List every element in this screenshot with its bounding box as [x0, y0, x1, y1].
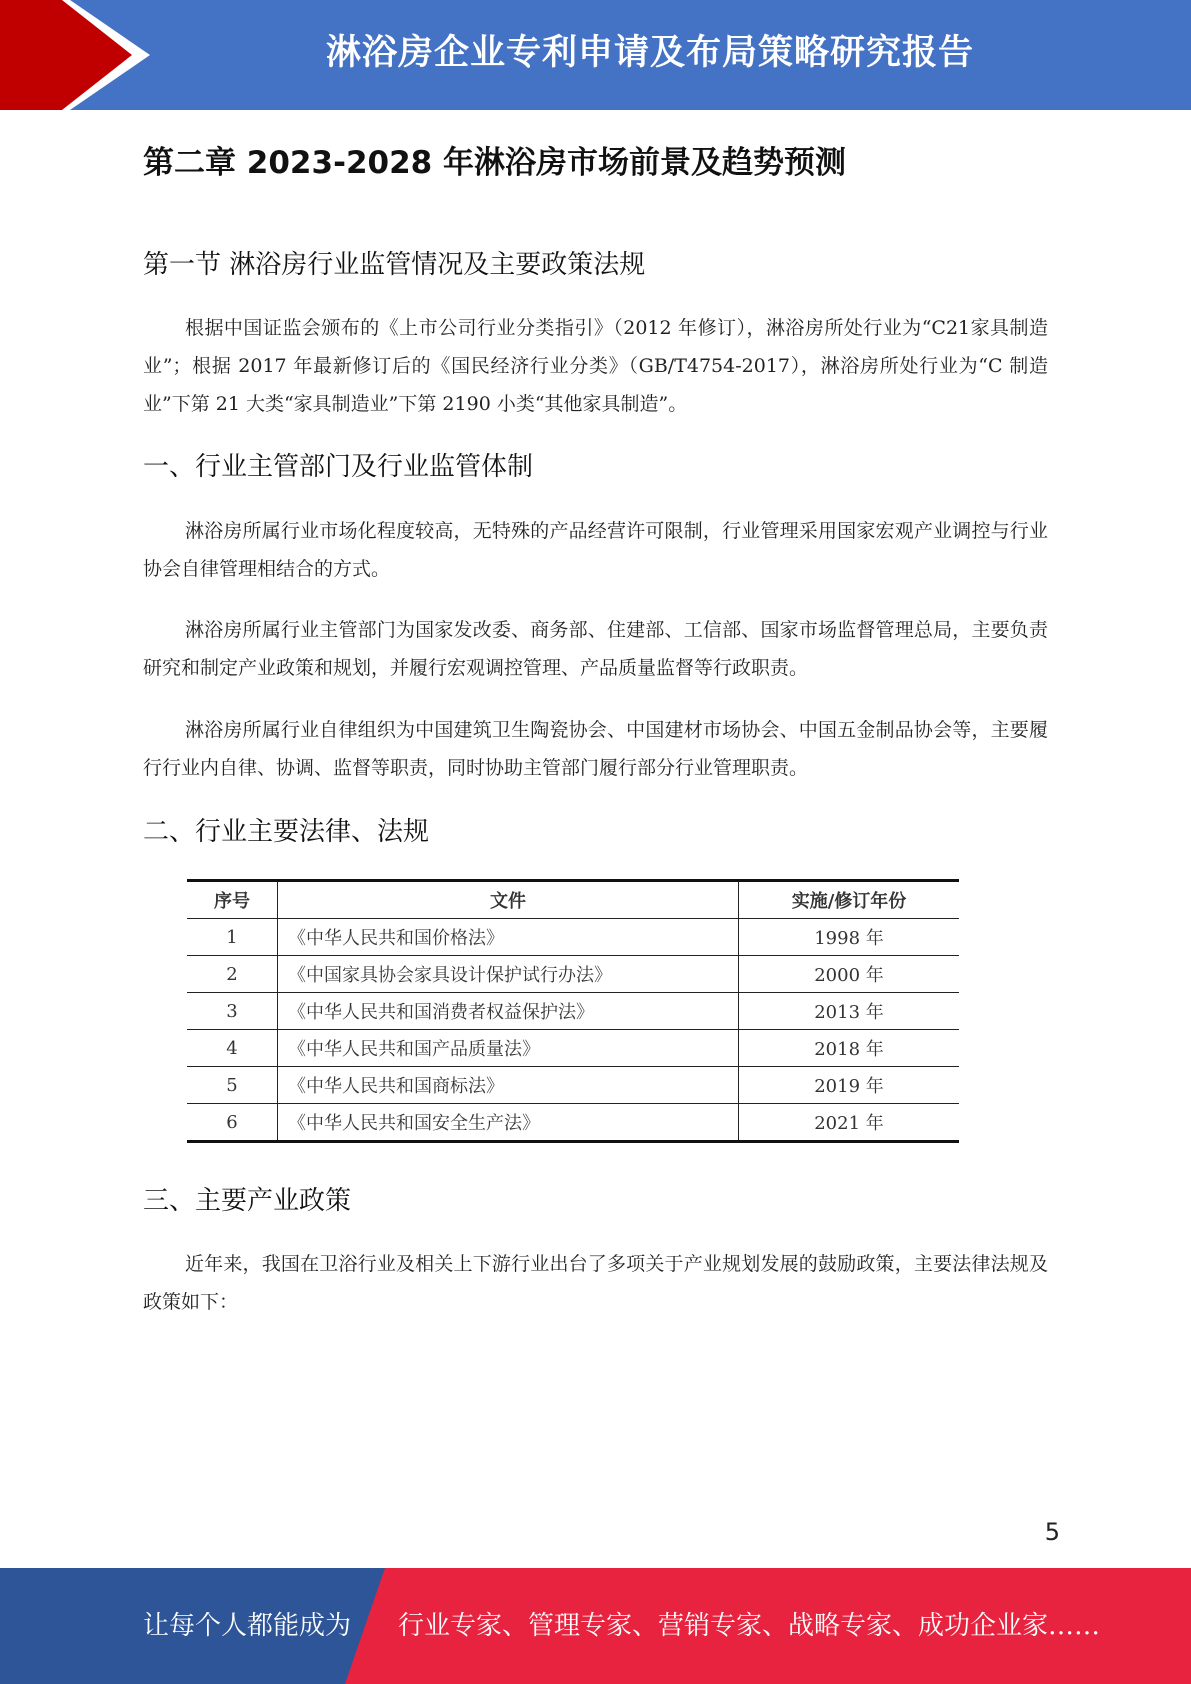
header-chevron-decoration — [0, 0, 160, 110]
column-header-year: 实施/修订年份 — [739, 881, 960, 919]
table-row — [187, 1030, 959, 1067]
paragraph-regulation-mode: 淋浴房所属行业市场化程度较高，无特殊的产品经营许可限制，行业管理采用国家宏观产业调控与行业协会自律管理相结合的方式。 — [143, 520, 1048, 580]
row-document: 《中华人民共和国价格法》 — [278, 919, 739, 956]
row-number: 4 — [187, 1030, 278, 1067]
row-number: 2 — [187, 956, 278, 993]
paragraph-authorities: 淋浴房所属行业主管部门为国家发改委、商务部、住建部、工信部、国家市场监督管理总局，主要负责研究和制定产业政策和规划，并履行宏观调控管理、产品质量监督等行政职责。 — [143, 619, 1048, 679]
page-footer — [0, 1568, 1191, 1684]
table-row — [187, 993, 959, 1030]
row-document: 《中华人民共和国安全生产法》 — [278, 1104, 739, 1142]
page-number: 5 — [1044, 1518, 1060, 1546]
row-number: 5 — [187, 1067, 278, 1104]
row-document: 《中华人民共和国商标法》 — [278, 1067, 739, 1104]
row-number: 1 — [187, 919, 278, 956]
subsection-title-laws: 二、行业主要法律、法规 — [143, 817, 430, 847]
paragraph-associations: 淋浴房所属行业自律组织为中国建筑卫生陶瓷协会、中国建材市场协会、中国五金制品协会等，主要履行行业内自律、协调、监督等职责，同时协助主管部门履行部分行业管理职责。 — [143, 719, 1048, 779]
chapter-title: 第二章 2023-2028 年淋浴房市场前景及趋势预测 — [143, 145, 847, 181]
report-title: 淋浴房企业专利申请及布局策略研究报告 — [325, 33, 974, 73]
laws-table — [187, 879, 959, 1143]
column-header-document: 文件 — [278, 881, 739, 919]
row-number: 6 — [187, 1104, 278, 1142]
table-header-row — [187, 881, 959, 919]
table-row — [187, 1104, 959, 1142]
row-year: 2013 年 — [739, 993, 960, 1030]
row-year: 2000 年 — [739, 956, 960, 993]
page-header — [0, 0, 1191, 110]
subsection-title-regulators: 一、行业主管部门及行业监管体制 — [143, 452, 534, 482]
footer-slogan-right: 行业专家、管理专家、营销专家、战略专家、成功企业家…… — [398, 1611, 1101, 1641]
row-year: 2019 年 — [739, 1067, 960, 1104]
row-year: 1998 年 — [739, 919, 960, 956]
row-document: 《中华人民共和国产品质量法》 — [278, 1030, 739, 1067]
section-paragraph: 根据中国证监会颁布的《上市公司行业分类指引》（2012 年修订），淋浴房所处行业为“C21家具制造业”；根据 2017 年最新修订后的《国民经济行业分类》（GB/T4754-2017），淋浴房所处行业为“C 制造业”下第 21 大类“家具制造业”下第 2190 小类“其他家具制造”。 — [143, 317, 1048, 415]
table-row — [187, 919, 959, 956]
row-document: 《中华人民共和国消费者权益保护法》 — [278, 993, 739, 1030]
table-row — [187, 1067, 959, 1104]
subsection-title-policies: 三、主要产业政策 — [143, 1186, 352, 1216]
paragraph-policies: 近年来，我国在卫浴行业及相关上下游行业出台了多项关于产业规划发展的鼓励政策，主要法律法规及政策如下： — [143, 1253, 1048, 1313]
row-year: 2018 年 — [739, 1030, 960, 1067]
row-number: 3 — [187, 993, 278, 1030]
row-document: 《中国家具协会家具设计保护试行办法》 — [278, 956, 739, 993]
table-row — [187, 956, 959, 993]
section-title: 第一节 淋浴房行业监管情况及主要政策法规 — [143, 250, 646, 280]
column-header-number: 序号 — [187, 881, 278, 919]
row-year: 2021 年 — [739, 1104, 960, 1142]
footer-slogan-left: 让每个人都能成为 — [143, 1611, 352, 1641]
